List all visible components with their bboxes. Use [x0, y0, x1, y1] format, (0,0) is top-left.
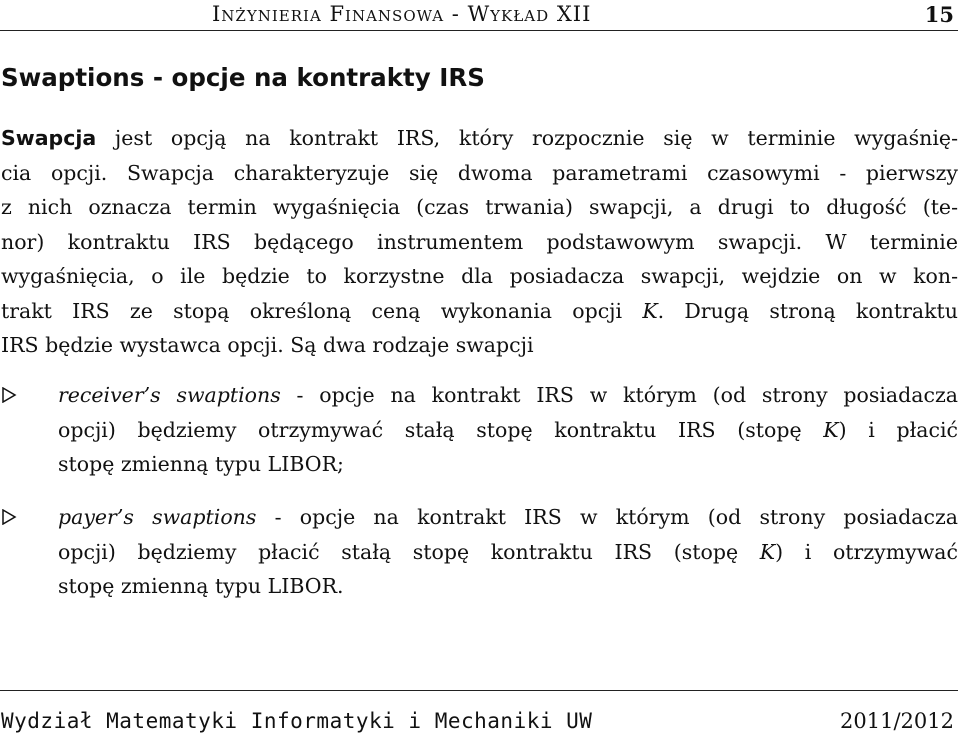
paragraph-text: jest opcją na kontrakt IRS, który rozpocznie się w terminie wygaśnię- [96, 126, 958, 150]
paragraph-line [1, 121, 958, 156]
bullet-body [58, 500, 958, 604]
paragraph-line: nor) kontraktu IRS będącego instrumentem podstawowym swapcji. W terminie [1, 229, 958, 254]
bullet-line [58, 500, 958, 535]
bullet-text: ) i otrzymywać [775, 539, 959, 564]
paragraph-text: . Drugą stroną kontraktu [657, 298, 958, 323]
symbol-k: K [823, 417, 839, 442]
bullet-text: - opcje na kontrakt IRS w którym (od strony posiadacza [256, 505, 958, 529]
bullet-text: opcji) będziemy otrzymywać stałą stopę kontraktu IRS (stopę [58, 417, 824, 442]
bullet-term: receiver’s swaptions [58, 383, 281, 407]
slide-header [0, 2, 958, 31]
bullet-line [58, 413, 958, 448]
paragraph-line: cia opcji. Swapcja charakteryzuje się dwoma parametrami czasowymi - pierwszy [1, 160, 958, 185]
lecture-title: Inżynieria Finansowa - Wykład XII [212, 2, 592, 26]
symbol-k: K [759, 539, 776, 564]
bullet-text: - opcje na kontrakt IRS w którym (od strony posiadacza [280, 383, 958, 407]
intro-paragraph [1, 121, 958, 363]
bullet-line: stopę zmienną typu LIBOR. [58, 574, 344, 598]
paragraph-line: wygaśnięcia, o ile będzie to korzystne dla posiadacza swapcji, wejdzie on w kon- [1, 264, 958, 288]
term-swapcja: Swapcja [1, 126, 97, 150]
paragraph-text: trakt IRS ze stopą określoną ceną wykonania opcji [1, 298, 643, 323]
academic-year: 2011/2012 [840, 709, 954, 733]
paragraph-line [1, 294, 958, 329]
symbol-k: K [642, 298, 658, 323]
bullet-text: opcji) będziemy płacić stałą stopę kontraktu IRS (stopę [58, 539, 760, 564]
triangle-right-outline-icon [1, 509, 17, 525]
page-number: 15 [924, 2, 954, 27]
bullet-body [58, 378, 958, 482]
bullet-term: payer’s swaptions [58, 505, 257, 529]
slide-title: Swaptions - opcje na kontrakty IRS [1, 63, 485, 92]
bullet-line: stopę zmienną typu LIBOR; [58, 452, 344, 476]
slide-footer [0, 690, 958, 733]
paragraph-line: z nich oznacza termin wygaśnięcia (czas trwania) swapcji, a drugi to długość (te- [1, 195, 958, 219]
bullet-line [58, 378, 958, 413]
triangle-right-outline-icon [1, 387, 17, 403]
bullet-text: ) i płacić [838, 417, 958, 442]
paragraph-line: IRS będzie wystawca opcji. Są dwa rodzaje swapcji [1, 333, 534, 357]
faculty-name: Wydział Matematyki Informatyki i Mechaniki UW [1, 709, 593, 733]
bullet-line [58, 535, 958, 570]
